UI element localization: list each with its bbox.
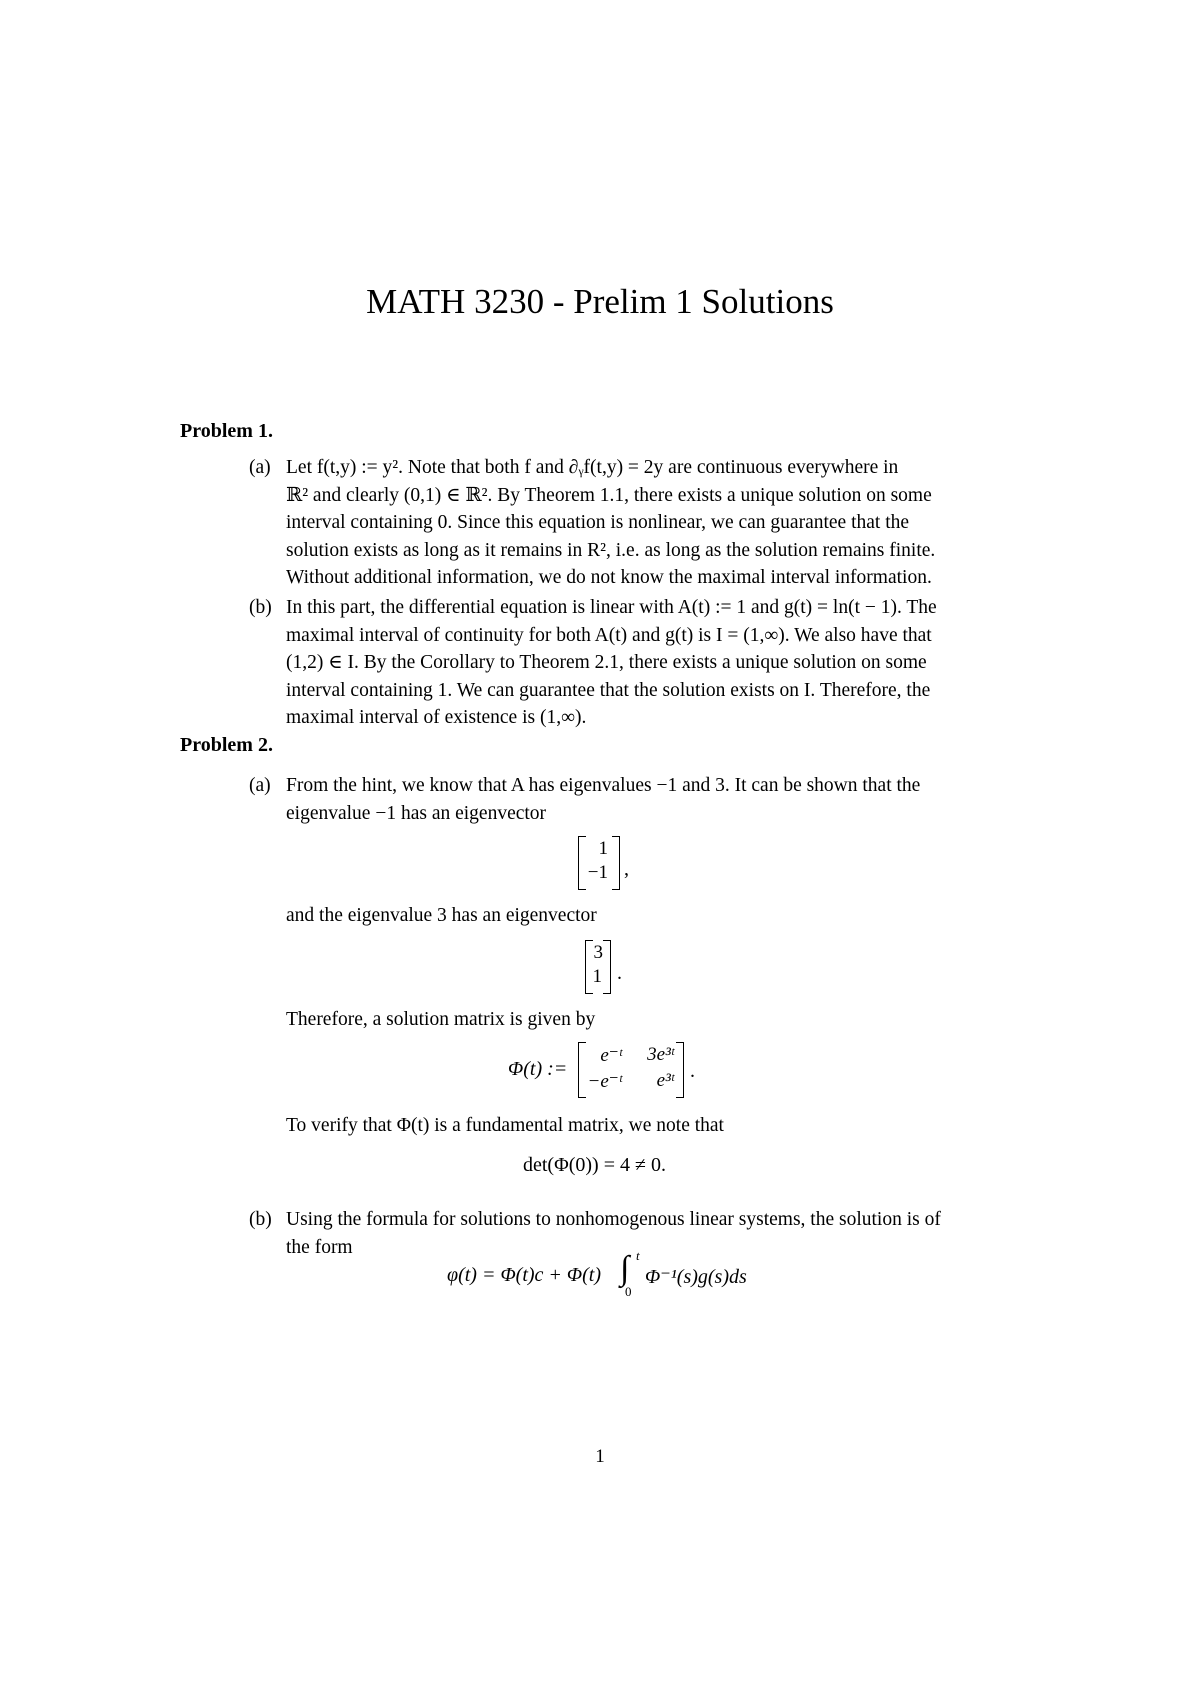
vector-entry: −1 (587, 862, 608, 883)
problem-2-heading: Problem 2. (180, 734, 273, 756)
integral-sign: ∫ (620, 1250, 630, 1287)
text-line: In this part, the differential equation is linear with A(t) := 1 and g(t) = ln(t − 1). The (286, 597, 937, 618)
item-label: (b) (249, 597, 272, 618)
phi-lhs: Φ(t) := (508, 1058, 568, 1080)
problem-1b-text (286, 594, 1032, 732)
text-line: interval containing 1. We can guarantee that the solution exists on I. Therefore, the (286, 679, 931, 701)
text-line: solution exists as long as it remains in R², i.e. as long as the solution remains finite. (286, 539, 936, 561)
matrix-entry: −e⁻ᵗ (587, 1071, 622, 1092)
item-label: (a) (249, 457, 271, 478)
problem-2b-text (286, 1206, 1032, 1261)
problem-1a-text (286, 454, 1032, 592)
integrand: Φ⁻¹(s)g(s)ds (645, 1266, 747, 1288)
problem-2a-text (286, 772, 1032, 827)
text-line: Using the formula for solutions to nonhomogenous linear systems, the solution is of (286, 1209, 941, 1230)
problem-2a-text-4: To verify that Φ(t) is a fundamental matrix, we note that (286, 1115, 724, 1136)
item-label: (a) (249, 775, 271, 796)
problem-2a-text-2: and the eigenvalue 3 has an eigenvector (286, 905, 597, 926)
vector-entry: 1 (598, 838, 608, 859)
vector-entry: 3 (593, 942, 603, 963)
item-label: (b) (249, 1209, 272, 1230)
text-line: ℝ² and clearly (0,1) ∈ ℝ². By Theorem 1.1, there exists a unique solution on some (286, 484, 932, 506)
eigenvector-2 (585, 940, 611, 994)
vector-entry: 1 (592, 966, 602, 987)
text-line: the form (286, 1236, 353, 1258)
text-line: From the hint, we know that A has eigenvalues −1 and 3. It can be shown that the (286, 775, 921, 796)
matrix-entry: e³ᵗ (656, 1070, 674, 1091)
integral-lower-limit: 0 (625, 1284, 632, 1299)
matrix-entry: 3e³ᵗ (647, 1044, 674, 1065)
text-line: Without additional information, we do not know the maximal interval information. (286, 567, 932, 588)
page-number: 1 (595, 1446, 605, 1467)
page-title: MATH 3230 - Prelim 1 Solutions (366, 282, 834, 321)
formula-lhs: φ(t) = Φ(t)c + Φ(t) (447, 1264, 602, 1286)
eigenvector-1 (578, 836, 620, 890)
phi-matrix (578, 1042, 684, 1098)
determinant-equation: det(Φ(0)) = 4 ≠ 0. (523, 1154, 666, 1176)
punctuation: . (690, 1060, 695, 1082)
text-line: maximal interval of existence is (1,∞). (286, 707, 587, 728)
problem-1-heading: Problem 1. (180, 420, 273, 442)
problem-2a-text-3: Therefore, a solution matrix is given by (286, 1009, 596, 1030)
text-line: eigenvalue −1 has an eigenvector (286, 802, 547, 824)
text-line: (1,2) ∈ I. By the Corollary to Theorem 2.1, there exists a unique solution on some (286, 652, 927, 673)
integral-upper-limit: t (636, 1248, 640, 1263)
text-line: Let f(t,y) := y². Note that both f and ∂ᵧf(t,y) = 2y are continuous everywhere in (286, 457, 899, 478)
punctuation: . (617, 962, 622, 984)
text-line: maximal interval of continuity for both A(t) and g(t) is I = (1,∞). We also have that (286, 624, 932, 646)
matrix-entry: e⁻ᵗ (600, 1045, 622, 1066)
text-line: interval containing 0. Since this equation is nonlinear, we can guarantee that the (286, 512, 910, 533)
punctuation: , (624, 858, 629, 880)
